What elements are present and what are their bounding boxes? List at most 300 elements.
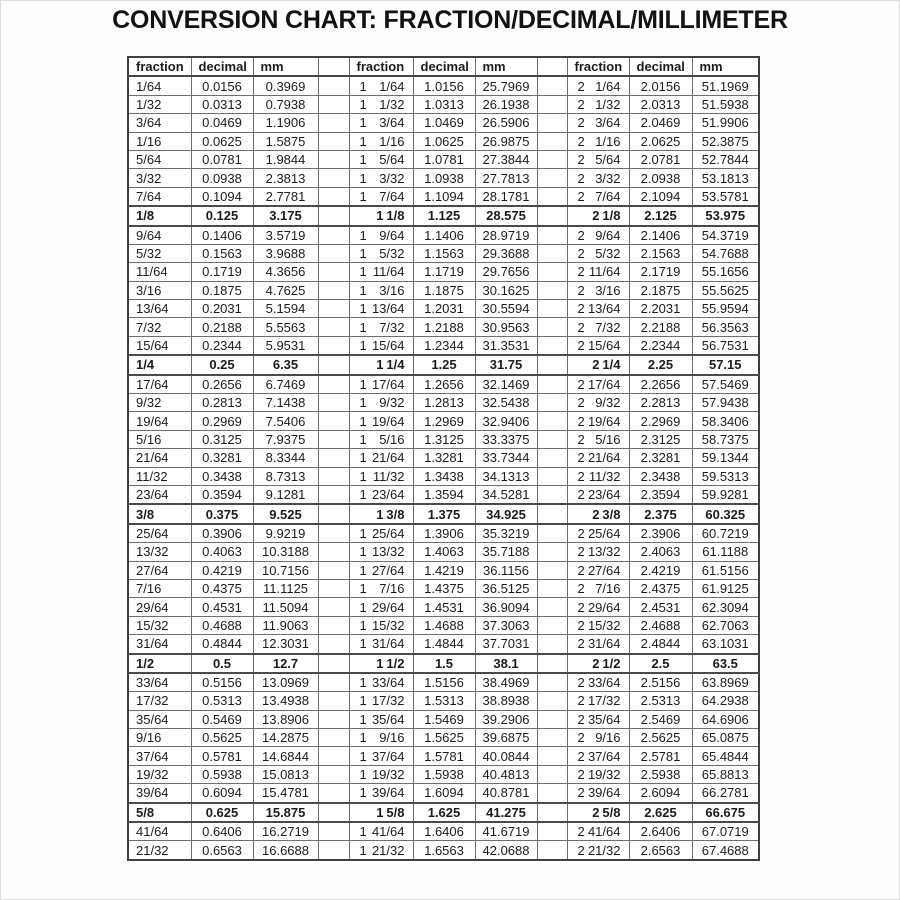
whole-number: 2 <box>577 562 585 578</box>
mm-cell: 64.6906 <box>692 710 759 728</box>
spacer-cell <box>537 150 567 168</box>
decimal-cell: 1.1094 <box>413 187 475 206</box>
column-header-decimal: decimal <box>413 57 475 76</box>
spacer-cell <box>318 76 349 95</box>
spacer-cell <box>318 747 349 765</box>
spacer-cell <box>537 616 567 634</box>
whole-number: 2 <box>577 730 585 746</box>
mm-cell: 59.5313 <box>692 467 759 485</box>
whole-number: 2 <box>577 413 585 429</box>
fraction-part: 7/32 <box>379 319 405 335</box>
spacer-cell <box>537 803 567 822</box>
fraction-cell: 7/64 <box>128 187 191 206</box>
spacer-cell <box>318 206 349 225</box>
mm-cell: 34.925 <box>475 504 537 523</box>
table-row <box>128 654 759 673</box>
fraction-part: 1/8 <box>602 208 621 224</box>
fraction-cell: 17/64 <box>128 375 191 394</box>
spacer-cell <box>318 729 349 747</box>
fraction-cell <box>567 355 629 374</box>
mm-cell: 36.5125 <box>475 579 537 597</box>
whole-number: 1 <box>376 208 384 224</box>
fraction-cell <box>349 355 413 374</box>
spacer-cell <box>318 263 349 281</box>
fraction-part: 1/16 <box>379 133 405 149</box>
spacer-cell <box>318 710 349 728</box>
fraction-part: 3/32 <box>379 170 405 186</box>
fraction-cell <box>567 673 629 692</box>
decimal-cell: 1.125 <box>413 206 475 225</box>
whole-number: 2 <box>577 188 585 204</box>
decimal-cell: 2.3438 <box>629 467 692 485</box>
mm-cell: 26.5906 <box>475 114 537 132</box>
decimal-cell: 2.6094 <box>629 784 692 803</box>
mm-cell: 12.3031 <box>253 635 318 654</box>
mm-cell: 30.1625 <box>475 281 537 299</box>
spacer-cell <box>318 244 349 262</box>
whole-number: 1 <box>359 785 367 801</box>
fraction-cell: 37/64 <box>128 747 191 765</box>
table-row <box>128 710 759 728</box>
fraction-cell: 1/2 <box>128 654 191 673</box>
whole-number: 2 <box>577 96 585 112</box>
fraction-cell <box>567 822 629 841</box>
mm-cell: 26.1938 <box>475 95 537 113</box>
whole-number: 1 <box>359 842 367 858</box>
fraction-part: 3/16 <box>379 282 405 298</box>
spacer-cell <box>318 692 349 710</box>
fraction-part: 7/64 <box>595 188 621 204</box>
decimal-cell: 0.6563 <box>191 841 253 860</box>
spacer-cell <box>537 336 567 355</box>
whole-number: 1 <box>359 188 367 204</box>
spacer-cell <box>537 504 567 523</box>
fraction-cell <box>349 76 413 95</box>
spacer-cell <box>537 654 567 673</box>
fraction-part: 1/32 <box>595 96 621 112</box>
fraction-cell: 25/64 <box>128 524 191 543</box>
decimal-cell: 0.1875 <box>191 281 253 299</box>
whole-number: 2 <box>577 301 585 317</box>
table-body <box>128 76 759 859</box>
mm-cell: 13.0969 <box>253 673 318 692</box>
fraction-cell <box>349 132 413 150</box>
spacer-cell <box>318 784 349 803</box>
mm-cell: 65.4844 <box>692 747 759 765</box>
column-header-mm: mm <box>692 57 759 76</box>
spacer-cell <box>537 524 567 543</box>
mm-cell: 51.9906 <box>692 114 759 132</box>
table-row <box>128 336 759 355</box>
table-row <box>128 822 759 841</box>
table-row <box>128 635 759 654</box>
decimal-cell: 2.0156 <box>629 76 692 95</box>
mm-cell: 62.7063 <box>692 616 759 634</box>
mm-cell: 37.7031 <box>475 635 537 654</box>
table-header <box>128 57 759 76</box>
decimal-cell: 0.3594 <box>191 485 253 504</box>
fraction-cell <box>349 95 413 113</box>
table-row <box>128 394 759 412</box>
fraction-cell <box>349 114 413 132</box>
table-row <box>128 132 759 150</box>
fraction-part: 5/32 <box>379 246 405 262</box>
fraction-part: 1/8 <box>386 208 405 224</box>
fraction-cell <box>349 543 413 561</box>
mm-cell: 64.2938 <box>692 692 759 710</box>
fraction-part: 41/64 <box>371 824 405 840</box>
decimal-cell: 2.4219 <box>629 561 692 579</box>
fraction-cell <box>349 430 413 448</box>
fraction-part: 15/64 <box>371 338 405 354</box>
fraction-part: 11/32 <box>372 468 405 484</box>
spacer-cell <box>537 300 567 318</box>
fraction-cell <box>349 710 413 728</box>
fraction-cell <box>567 784 629 803</box>
mm-cell: 63.5 <box>692 654 759 673</box>
mm-cell: 55.9594 <box>692 300 759 318</box>
mm-cell: 66.675 <box>692 803 759 822</box>
fraction-cell <box>567 710 629 728</box>
table-row <box>128 244 759 262</box>
fraction-cell <box>567 206 629 225</box>
decimal-cell: 0.5 <box>191 654 253 673</box>
whole-number: 2 <box>592 655 600 671</box>
column-header-fraction: fraction <box>567 57 629 76</box>
decimal-cell: 2.0625 <box>629 132 692 150</box>
decimal-cell: 0.125 <box>191 206 253 225</box>
spacer-cell <box>537 281 567 299</box>
mm-cell: 32.5438 <box>475 394 537 412</box>
fraction-part: 21/32 <box>587 842 621 858</box>
decimal-cell: 2.5 <box>629 654 692 673</box>
mm-cell: 11.9063 <box>253 616 318 634</box>
decimal-cell: 1.0469 <box>413 114 475 132</box>
spacer-cell <box>318 187 349 206</box>
decimal-cell: 1.4531 <box>413 598 475 616</box>
decimal-cell: 0.0938 <box>191 169 253 187</box>
whole-number: 1 <box>359 338 367 354</box>
whole-number: 1 <box>359 152 367 168</box>
fraction-cell <box>349 635 413 654</box>
decimal-cell: 0.4531 <box>191 598 253 616</box>
mm-cell: 10.7156 <box>253 561 318 579</box>
decimal-cell: 2.1094 <box>629 187 692 206</box>
mm-cell: 61.1188 <box>692 543 759 561</box>
whole-number: 1 <box>359 525 367 541</box>
decimal-cell: 2.3281 <box>629 449 692 467</box>
fraction-cell <box>567 76 629 95</box>
fraction-cell <box>349 729 413 747</box>
decimal-cell: 1.4844 <box>413 635 475 654</box>
column-header-mm: mm <box>253 57 318 76</box>
fraction-cell <box>567 263 629 281</box>
page-title: CONVERSION CHART: FRACTION/DECIMAL/MILLIMETER <box>112 6 788 34</box>
fraction-cell <box>349 561 413 579</box>
whole-number: 2 <box>592 357 600 373</box>
fraction-cell: 23/64 <box>128 485 191 504</box>
fraction-cell <box>349 673 413 692</box>
fraction-cell <box>349 654 413 673</box>
mm-cell: 63.1031 <box>692 635 759 654</box>
decimal-cell: 0.4844 <box>191 635 253 654</box>
fraction-part: 19/64 <box>371 413 405 429</box>
header-row <box>128 57 759 76</box>
spacer-cell <box>318 561 349 579</box>
spacer-cell <box>318 822 349 841</box>
fraction-part: 5/16 <box>595 432 621 447</box>
decimal-cell: 1.0938 <box>413 169 475 187</box>
whole-number: 2 <box>577 785 585 801</box>
fraction-cell <box>349 579 413 597</box>
spacer-cell <box>318 281 349 299</box>
decimal-cell: 1.1563 <box>413 244 475 262</box>
mm-cell: 34.1313 <box>475 467 537 485</box>
whole-number: 1 <box>359 413 367 429</box>
fraction-part: 21/32 <box>371 842 405 858</box>
fraction-cell: 31/64 <box>128 635 191 654</box>
mm-cell: 28.9719 <box>475 226 537 245</box>
fraction-cell <box>349 467 413 485</box>
table-row <box>128 449 759 467</box>
table-row <box>128 729 759 747</box>
fraction-part: 29/64 <box>587 599 621 615</box>
fraction-part: 11/32 <box>588 468 621 484</box>
decimal-cell: 1.3906 <box>413 524 475 543</box>
whole-number: 2 <box>577 767 585 783</box>
mm-cell: 36.9094 <box>475 598 537 616</box>
spacer-cell <box>537 598 567 616</box>
fraction-part: 37/64 <box>587 748 621 764</box>
decimal-cell: 1.6094 <box>413 784 475 803</box>
spacer-cell <box>537 412 567 430</box>
whole-number: 1 <box>359 748 367 764</box>
whole-number: 1 <box>359 301 367 317</box>
decimal-cell: 2.5156 <box>629 673 692 692</box>
fraction-part: 23/64 <box>371 487 405 503</box>
spacer-cell <box>318 524 349 543</box>
whole-number: 1 <box>359 227 367 243</box>
mm-cell: 60.7219 <box>692 524 759 543</box>
mm-cell: 33.3375 <box>475 430 537 448</box>
table-row <box>128 803 759 822</box>
mm-cell: 5.5563 <box>253 318 318 336</box>
fraction-part: 21/64 <box>587 450 621 466</box>
column-header-fraction: fraction <box>349 57 413 76</box>
whole-number: 2 <box>577 115 585 131</box>
fraction-cell <box>567 841 629 860</box>
table-row <box>128 206 759 225</box>
fraction-cell: 21/32 <box>128 841 191 860</box>
mm-cell: 63.8969 <box>692 673 759 692</box>
fraction-cell: 1/64 <box>128 76 191 95</box>
mm-cell: 53.975 <box>692 206 759 225</box>
fraction-cell <box>567 803 629 822</box>
decimal-cell: 2.0781 <box>629 150 692 168</box>
spacer-cell <box>537 430 567 448</box>
spacer-cell <box>537 206 567 225</box>
whole-number: 2 <box>577 450 585 466</box>
decimal-cell: 1.5625 <box>413 729 475 747</box>
whole-number: 2 <box>577 824 585 840</box>
decimal-cell: 1.0156 <box>413 76 475 95</box>
fraction-part: 41/64 <box>587 824 621 840</box>
table-row <box>128 412 759 430</box>
whole-number: 1 <box>359 78 367 94</box>
mm-cell: 61.9125 <box>692 579 759 597</box>
fraction-part: 15/32 <box>371 617 405 633</box>
fraction-part: 17/64 <box>587 376 621 392</box>
fraction-part: 17/32 <box>371 693 405 709</box>
mm-cell: 5.1594 <box>253 300 318 318</box>
whole-number: 2 <box>577 711 585 727</box>
table-row <box>128 114 759 132</box>
decimal-cell: 1.6406 <box>413 822 475 841</box>
decimal-cell: 1.4375 <box>413 579 475 597</box>
decimal-cell: 2.2656 <box>629 375 692 394</box>
fraction-cell <box>349 318 413 336</box>
mm-cell: 51.1969 <box>692 76 759 95</box>
decimal-cell: 2.1563 <box>629 244 692 262</box>
spacer-cell <box>318 765 349 783</box>
mm-cell: 1.1906 <box>253 114 318 132</box>
mm-cell: 15.0813 <box>253 765 318 783</box>
spacer-cell <box>318 616 349 634</box>
decimal-cell: 0.0625 <box>191 132 253 150</box>
fraction-cell <box>349 375 413 394</box>
fraction-cell: 13/32 <box>128 543 191 561</box>
mm-cell: 9.9219 <box>253 524 318 543</box>
decimal-cell: 1.5 <box>413 654 475 673</box>
decimal-cell: 0.6406 <box>191 822 253 841</box>
fraction-part: 33/64 <box>587 675 621 691</box>
decimal-cell: 0.1719 <box>191 263 253 281</box>
decimal-cell: 2.0313 <box>629 95 692 113</box>
mm-cell: 52.7844 <box>692 150 759 168</box>
whole-number: 2 <box>577 338 585 354</box>
spacer-cell <box>537 318 567 336</box>
fraction-part: 5/64 <box>379 152 405 168</box>
whole-number: 2 <box>577 395 585 411</box>
fraction-part: 5/8 <box>602 804 621 820</box>
spacer-cell <box>318 226 349 245</box>
fraction-cell <box>567 765 629 783</box>
fraction-part: 13/64 <box>587 301 621 317</box>
whole-number: 1 <box>359 711 367 727</box>
mm-cell: 41.275 <box>475 803 537 822</box>
whole-number: 1 <box>359 450 367 466</box>
decimal-cell: 1.4219 <box>413 561 475 579</box>
spacer-cell <box>537 543 567 561</box>
mm-cell: 41.6719 <box>475 822 537 841</box>
decimal-cell: 1.5156 <box>413 673 475 692</box>
decimal-cell: 1.2344 <box>413 336 475 355</box>
decimal-cell: 2.6563 <box>629 841 692 860</box>
spacer-cell <box>318 673 349 692</box>
spacer-cell <box>318 336 349 355</box>
table-row <box>128 579 759 597</box>
whole-number: 2 <box>577 468 585 484</box>
fraction-cell: 5/32 <box>128 244 191 262</box>
whole-number: 2 <box>577 675 585 691</box>
mm-cell: 3.9688 <box>253 244 318 262</box>
fraction-cell <box>349 803 413 822</box>
fraction-cell <box>349 747 413 765</box>
whole-number: 1 <box>359 133 367 149</box>
table-row <box>128 226 759 245</box>
whole-number: 2 <box>577 617 585 633</box>
fraction-cell: 17/32 <box>128 692 191 710</box>
decimal-cell: 0.1094 <box>191 187 253 206</box>
spacer-cell <box>537 747 567 765</box>
spacer-cell <box>318 803 349 822</box>
fraction-part: 5/8 <box>386 804 405 820</box>
mm-cell: 54.7688 <box>692 244 759 262</box>
decimal-cell: 0.5156 <box>191 673 253 692</box>
decimal-cell: 0.2344 <box>191 336 253 355</box>
decimal-cell: 1.2031 <box>413 300 475 318</box>
fraction-cell <box>349 784 413 803</box>
mm-cell: 57.5469 <box>692 375 759 394</box>
spacer-cell <box>537 561 567 579</box>
mm-cell: 12.7 <box>253 654 318 673</box>
fraction-part: 19/32 <box>587 767 621 783</box>
fraction-part: 27/64 <box>587 562 621 578</box>
table-row <box>128 543 759 561</box>
decimal-cell: 1.5781 <box>413 747 475 765</box>
decimal-cell: 0.4375 <box>191 579 253 597</box>
fraction-part: 17/64 <box>371 376 405 392</box>
decimal-cell: 0.25 <box>191 355 253 374</box>
table-row <box>128 281 759 299</box>
whole-number: 2 <box>577 133 585 149</box>
mm-cell: 3.175 <box>253 206 318 225</box>
fraction-cell <box>567 394 629 412</box>
spacer-cell <box>318 467 349 485</box>
decimal-cell: 0.0781 <box>191 150 253 168</box>
mm-cell: 28.575 <box>475 206 537 225</box>
fraction-part: 11/64 <box>372 264 405 280</box>
fraction-part: 35/64 <box>371 711 405 727</box>
fraction-cell: 11/64 <box>128 263 191 281</box>
mm-cell: 52.3875 <box>692 132 759 150</box>
mm-cell: 9.1281 <box>253 485 318 504</box>
mm-cell: 7.1438 <box>253 394 318 412</box>
decimal-cell: 1.3125 <box>413 430 475 448</box>
fraction-cell: 1/16 <box>128 132 191 150</box>
fraction-cell: 29/64 <box>128 598 191 616</box>
decimal-cell: 0.6094 <box>191 784 253 803</box>
whole-number: 1 <box>359 599 367 615</box>
table-row <box>128 524 759 543</box>
spacer-cell <box>318 543 349 561</box>
fraction-cell <box>349 394 413 412</box>
whole-number: 2 <box>577 842 585 858</box>
mm-cell: 59.9281 <box>692 485 759 504</box>
whole-number: 1 <box>359 562 367 578</box>
fraction-part: 19/64 <box>587 413 621 429</box>
fraction-cell: 5/64 <box>128 150 191 168</box>
table-row <box>128 169 759 187</box>
fraction-part: 3/32 <box>595 170 621 186</box>
whole-number: 1 <box>359 693 367 709</box>
fraction-part: 1/32 <box>379 96 405 112</box>
decimal-cell: 0.1563 <box>191 244 253 262</box>
decimal-cell: 1.375 <box>413 504 475 523</box>
spacer-cell <box>537 692 567 710</box>
mm-cell: 53.5781 <box>692 187 759 206</box>
whole-number: 1 <box>359 824 367 840</box>
